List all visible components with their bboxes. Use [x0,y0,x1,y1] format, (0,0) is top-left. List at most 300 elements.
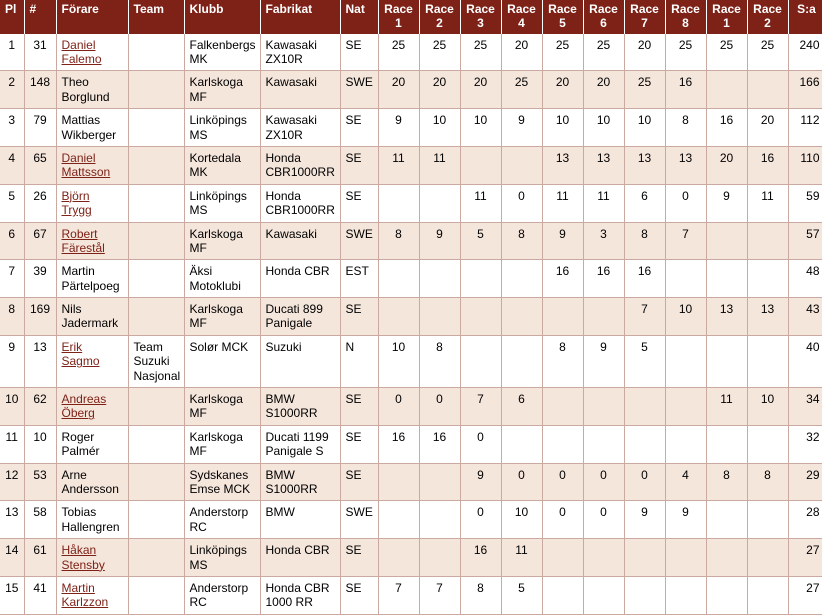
cell-total: 40 [788,335,822,387]
cell-race-2: 25 [419,34,460,71]
cell-race-2: 11 [419,146,460,184]
cell-race-8: 16 [665,71,706,109]
table-row [0,335,822,387]
cell-race-4: 0 [501,463,542,501]
cell-race-3: 7 [460,388,501,426]
cell-race-6: 20 [583,71,624,109]
cell-team [128,260,184,298]
cell-race-5: 20 [542,71,583,109]
column-header-make: Fabrikat [260,0,340,34]
cell-number: 10 [24,425,56,463]
cell-race-5: 25 [542,34,583,71]
cell-race-9: 16 [706,109,747,147]
cell-race-3: 9 [460,463,501,501]
cell-race-6: 25 [583,34,624,71]
cell-race-7: 25 [624,71,665,109]
cell-race-4: 6 [501,388,542,426]
cell-team [128,539,184,577]
cell-race-3: 0 [460,501,501,539]
cell-club: Linköpings MS [184,539,260,577]
cell-race-8: 10 [665,298,706,336]
cell-make: Kawasaki [260,71,340,109]
column-header-total: S:a [788,0,822,34]
rider-link[interactable]: Björn Trygg [61,188,92,218]
cell-race-3: 0 [460,425,501,463]
cell-race-2 [419,298,460,336]
cell-race-9: 13 [706,298,747,336]
cell-race-7: 20 [624,34,665,71]
cell-team [128,109,184,147]
cell-race-4: 9 [501,109,542,147]
cell-race-7 [624,425,665,463]
table-row [0,501,822,539]
cell-rider[interactable] [56,184,128,222]
cell-race-10: 25 [747,34,788,71]
cell-race-4: 0 [501,184,542,222]
cell-race-9 [706,501,747,539]
cell-race-3 [460,260,501,298]
cell-team [128,298,184,336]
cell-race-2: 16 [419,425,460,463]
cell-make: Ducati 1199 Panigale S [260,425,340,463]
cell-total: 27 [788,576,822,614]
rider-link[interactable]: Robert Färestål [61,226,105,255]
cell-race-1: 0 [378,388,419,426]
cell-race-9 [706,576,747,614]
table-row [0,298,822,336]
cell-nat: N [340,335,378,387]
cell-race-7: 5 [624,335,665,387]
table-body [0,34,822,615]
column-header-number: # [24,0,56,34]
cell-race-8 [665,539,706,577]
column-header-race-7: Race 7 [624,0,665,34]
column-header-race-2: Race 2 [419,0,460,34]
cell-number: 26 [24,184,56,222]
cell-race-4: 25 [501,71,542,109]
cell-race-3 [460,146,501,184]
cell-race-9: 9 [706,184,747,222]
cell-team [128,71,184,109]
cell-race-9 [706,71,747,109]
cell-rider[interactable] [56,576,128,614]
cell-race-2: 7 [419,576,460,614]
cell-club: Linköpings MS [184,109,260,147]
column-header-race-8: Race 8 [665,0,706,34]
cell-race-3: 5 [460,222,501,260]
cell-number: 79 [24,109,56,147]
cell-race-10 [747,425,788,463]
cell-race-2: 0 [419,388,460,426]
cell-total: 28 [788,501,822,539]
cell-club: Kortedala MK [184,146,260,184]
cell-race-10: 8 [747,463,788,501]
rider-link[interactable]: Daniel Falemo [61,37,102,66]
cell-nat: SE [340,298,378,336]
column-header-rider: Förare [56,0,128,34]
column-header-race-6: Race 6 [583,0,624,34]
cell-race-9: 11 [706,388,747,426]
cell-pl: 10 [0,388,24,426]
cell-total: 32 [788,425,822,463]
cell-race-8 [665,576,706,614]
cell-total: 57 [788,222,822,260]
cell-race-10 [747,260,788,298]
cell-race-10 [747,71,788,109]
cell-nat: SWE [340,501,378,539]
cell-race-7: 0 [624,463,665,501]
cell-race-6: 9 [583,335,624,387]
cell-nat: SE [340,388,378,426]
cell-race-5 [542,576,583,614]
cell-race-4: 20 [501,34,542,71]
cell-rider [56,260,128,298]
cell-race-1: 7 [378,576,419,614]
table-row [0,388,822,426]
cell-total: 34 [788,388,822,426]
column-header-team: Team [128,0,184,34]
table-row [0,539,822,577]
cell-race-7 [624,576,665,614]
cell-race-10: 16 [747,146,788,184]
cell-race-1: 16 [378,425,419,463]
rider-name: Arne Andersson [61,467,119,496]
cell-team [128,463,184,501]
cell-pl: 13 [0,501,24,539]
cell-rider[interactable] [56,146,128,184]
rider-link[interactable]: Erik Sagmo [61,339,100,369]
cell-number: 61 [24,539,56,577]
cell-race-1 [378,539,419,577]
cell-race-9 [706,222,747,260]
cell-number: 53 [24,463,56,501]
cell-rider [56,298,128,336]
column-header-race-4: Race 4 [501,0,542,34]
cell-race-10 [747,539,788,577]
table-row [0,71,822,109]
cell-race-10: 11 [747,184,788,222]
cell-race-7: 6 [624,184,665,222]
column-header-race-5: Race 5 [542,0,583,34]
cell-total: 43 [788,298,822,336]
cell-race-5: 16 [542,260,583,298]
rider-link[interactable]: Martin Karlzzon [61,580,109,610]
cell-race-6: 10 [583,109,624,147]
cell-race-4: 10 [501,501,542,539]
cell-race-6 [583,576,624,614]
cell-pl: 8 [0,298,24,336]
cell-rider[interactable] [56,388,128,426]
cell-team: Team Suzuki Nasjonal [128,335,184,387]
cell-pl: 6 [0,222,24,260]
cell-race-2 [419,260,460,298]
cell-race-9: 8 [706,463,747,501]
cell-number: 41 [24,576,56,614]
rider-link[interactable]: Håkan Stensby [61,543,105,572]
cell-race-9: 25 [706,34,747,71]
cell-pl: 9 [0,335,24,387]
table-header [0,0,822,34]
cell-race-1: 10 [378,335,419,387]
cell-race-4: 5 [501,576,542,614]
cell-race-1: 9 [378,109,419,147]
cell-race-1: 11 [378,146,419,184]
cell-race-7: 8 [624,222,665,260]
cell-number: 39 [24,260,56,298]
cell-race-1 [378,501,419,539]
cell-race-5: 13 [542,146,583,184]
cell-race-1: 25 [378,34,419,71]
cell-make: Honda CBR 1000 RR [260,576,340,614]
cell-race-8 [665,335,706,387]
cell-race-4 [501,146,542,184]
cell-race-1 [378,463,419,501]
cell-make: Honda CBR1000RR [260,184,340,222]
cell-club: Äksi Motoklubi [184,260,260,298]
cell-rider[interactable] [56,222,128,260]
cell-nat: SWE [340,222,378,260]
cell-rider [56,463,128,501]
cell-race-5: 8 [542,335,583,387]
cell-make: Kawasaki [260,222,340,260]
table-row [0,184,822,222]
cell-club: Linköpings MS [184,184,260,222]
cell-race-9 [706,425,747,463]
table-row [0,109,822,147]
cell-race-7: 13 [624,146,665,184]
column-header-race-9: Race 1 [706,0,747,34]
cell-rider[interactable] [56,34,128,71]
cell-make: Suzuki [260,335,340,387]
cell-pl: 2 [0,71,24,109]
cell-race-2 [419,184,460,222]
cell-rider [56,501,128,539]
cell-race-7 [624,388,665,426]
cell-team [128,146,184,184]
cell-race-2: 8 [419,335,460,387]
rider-link[interactable]: Andreas Öberg [61,392,107,421]
cell-nat: SE [340,425,378,463]
cell-number: 58 [24,501,56,539]
rider-name: Mattias Wikberger [61,113,117,142]
column-header-club: Klubb [184,0,260,34]
cell-race-5: 0 [542,501,583,539]
cell-make: Honda CBR [260,260,340,298]
column-header-nat: Nat [340,0,378,34]
cell-rider [56,109,128,147]
cell-make: Honda CBR1000RR [260,146,340,184]
cell-race-2: 10 [419,109,460,147]
cell-rider[interactable] [56,335,128,387]
cell-number: 31 [24,34,56,71]
cell-rider [56,71,128,109]
cell-race-6: 11 [583,184,624,222]
cell-nat: SE [340,576,378,614]
cell-nat: EST [340,260,378,298]
cell-race-8 [665,388,706,426]
cell-make: BMW S1000RR [260,463,340,501]
rider-name: Theo Borglund [61,75,110,104]
cell-race-4: 8 [501,222,542,260]
cell-pl: 15 [0,576,24,614]
cell-pl: 14 [0,539,24,577]
cell-race-3: 16 [460,539,501,577]
cell-race-8: 8 [665,109,706,147]
cell-nat: SE [340,109,378,147]
cell-race-1: 20 [378,71,419,109]
cell-team [128,184,184,222]
cell-race-8: 4 [665,463,706,501]
cell-race-5: 10 [542,109,583,147]
cell-club: Solør MCK [184,335,260,387]
cell-race-5: 9 [542,222,583,260]
column-header-race-3: Race 3 [460,0,501,34]
cell-number: 67 [24,222,56,260]
cell-race-8 [665,260,706,298]
cell-number: 62 [24,388,56,426]
cell-race-5 [542,388,583,426]
cell-race-1 [378,298,419,336]
cell-race-10 [747,222,788,260]
cell-race-4 [501,260,542,298]
cell-club: Karlskoga MF [184,425,260,463]
cell-number: 65 [24,146,56,184]
cell-race-2 [419,501,460,539]
rider-name: Martin Pärtelpoeg [61,264,120,293]
cell-race-6 [583,298,624,336]
cell-race-4 [501,298,542,336]
cell-pl: 7 [0,260,24,298]
table-row [0,34,822,71]
cell-race-8: 25 [665,34,706,71]
cell-total: 27 [788,539,822,577]
cell-team [128,425,184,463]
cell-race-10: 10 [747,388,788,426]
cell-team [128,501,184,539]
cell-race-8: 0 [665,184,706,222]
column-header-race-1: Race 1 [378,0,419,34]
cell-race-9: 20 [706,146,747,184]
cell-race-3: 10 [460,109,501,147]
cell-race-7: 10 [624,109,665,147]
cell-race-1 [378,184,419,222]
cell-race-2: 20 [419,71,460,109]
cell-race-9 [706,260,747,298]
cell-race-6 [583,539,624,577]
column-header-pl: Pl [0,0,24,34]
cell-pl: 11 [0,425,24,463]
cell-race-3: 25 [460,34,501,71]
cell-pl: 5 [0,184,24,222]
cell-club: Karlskoga MF [184,71,260,109]
cell-race-10 [747,501,788,539]
cell-race-2: 9 [419,222,460,260]
cell-total: 48 [788,260,822,298]
cell-total: 240 [788,34,822,71]
cell-rider[interactable] [56,539,128,577]
cell-race-4: 11 [501,539,542,577]
cell-race-7 [624,539,665,577]
table-row [0,146,822,184]
cell-team [128,388,184,426]
rider-link[interactable]: Daniel Mattsson [61,150,111,180]
rider-name: Roger Palmér [61,429,100,459]
cell-club: Falkenbergs MK [184,34,260,71]
cell-total: 110 [788,146,822,184]
cell-race-2 [419,539,460,577]
cell-race-6 [583,425,624,463]
cell-race-10: 13 [747,298,788,336]
cell-race-3: 11 [460,184,501,222]
cell-club: Karlskoga MF [184,222,260,260]
cell-nat: SE [340,463,378,501]
table-row [0,260,822,298]
cell-make: BMW [260,501,340,539]
cell-club: Sydskanes Emse MCK [184,463,260,501]
cell-number: 13 [24,335,56,387]
cell-race-10: 20 [747,109,788,147]
cell-team [128,222,184,260]
table-row [0,576,822,614]
cell-race-8 [665,425,706,463]
cell-race-8: 9 [665,501,706,539]
cell-race-5 [542,298,583,336]
cell-team [128,576,184,614]
cell-race-8: 13 [665,146,706,184]
cell-nat: SE [340,539,378,577]
cell-race-5 [542,425,583,463]
cell-club: Karlskoga MF [184,298,260,336]
cell-team [128,34,184,71]
table-row [0,425,822,463]
cell-nat: SE [340,146,378,184]
cell-race-6: 13 [583,146,624,184]
cell-race-5 [542,539,583,577]
column-header-race-10: Race 2 [747,0,788,34]
cell-race-4 [501,425,542,463]
cell-pl: 3 [0,109,24,147]
cell-club: Karlskoga MF [184,388,260,426]
cell-make: Kawasaki ZX10R [260,34,340,71]
cell-race-7: 16 [624,260,665,298]
cell-race-4 [501,335,542,387]
cell-club: Anderstorp RC [184,576,260,614]
rider-name: Tobias Hallengren [61,505,120,534]
cell-nat: SE [340,34,378,71]
cell-race-8: 7 [665,222,706,260]
cell-race-5: 11 [542,184,583,222]
cell-race-6 [583,388,624,426]
cell-club: Anderstorp RC [184,501,260,539]
cell-total: 59 [788,184,822,222]
cell-race-6: 0 [583,463,624,501]
rider-name: Nils Jadermark [61,302,119,331]
cell-pl: 12 [0,463,24,501]
cell-race-3: 20 [460,71,501,109]
cell-total: 112 [788,109,822,147]
cell-number: 148 [24,71,56,109]
cell-race-10 [747,335,788,387]
cell-make: Honda CBR [260,539,340,577]
table-row [0,463,822,501]
cell-race-3: 8 [460,576,501,614]
cell-nat: SWE [340,71,378,109]
cell-race-6: 0 [583,501,624,539]
cell-pl: 4 [0,146,24,184]
cell-race-3 [460,335,501,387]
cell-number: 169 [24,298,56,336]
cell-pl: 1 [0,34,24,71]
